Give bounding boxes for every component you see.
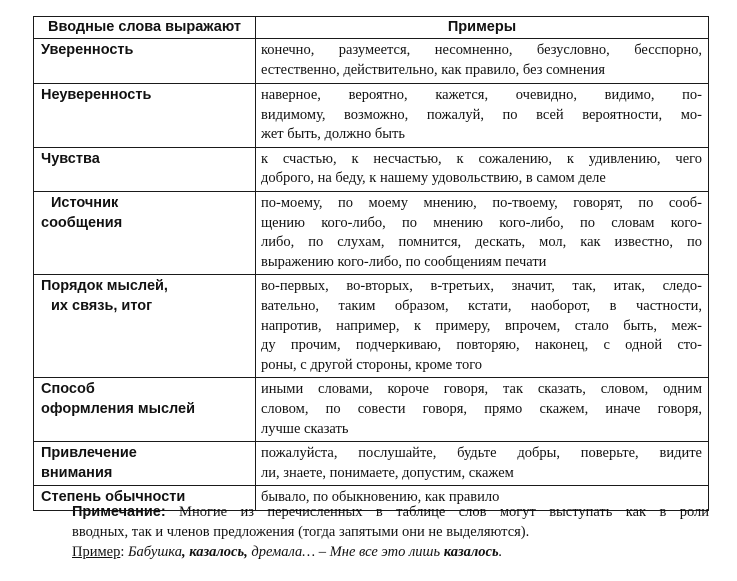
example-part: . bbox=[498, 544, 503, 560]
category-cell bbox=[34, 84, 256, 148]
category-cell bbox=[34, 147, 256, 191]
examples-cell bbox=[256, 39, 709, 84]
examples-line: ли, знаете, понимаете, допустим, скажем bbox=[261, 464, 514, 481]
examples-line: щению кого-либо, по мнению кого-либо, по словам кого- bbox=[261, 214, 702, 231]
examples-line: ду прочим, подчеркиваю, повторяю, наконец, с одной сто- bbox=[261, 337, 702, 354]
note-line: вводных, так и членов предложения (тогда запятыми они не выделяются). bbox=[72, 523, 530, 540]
examples-line: жет быть, должно быть bbox=[261, 126, 405, 143]
example-part: Бабушка bbox=[128, 544, 182, 560]
table-header-row bbox=[34, 17, 709, 39]
table-row bbox=[34, 442, 709, 486]
note-line bbox=[72, 503, 709, 523]
note-text: Многие из перечисленных в таблице слов могут выступать как в роли bbox=[165, 504, 709, 520]
examples-line: видимому, возможно, пожалуй, по всей вероятности, мо- bbox=[261, 106, 702, 123]
examples-line: наверное, вероятно, кажется, очевидно, видимо, по- bbox=[261, 87, 702, 103]
category-line: Привлечение bbox=[41, 445, 137, 462]
category-line: внимания bbox=[41, 464, 113, 481]
category-line: Уверенность bbox=[41, 42, 134, 58]
examples-line: во-первых, во-вторых, в-третьих, значит, так, итак, следо- bbox=[261, 278, 702, 295]
category-line: Степень обычности bbox=[41, 489, 186, 506]
example-highlight: , казалось, bbox=[181, 544, 248, 560]
intro-words-table bbox=[33, 16, 709, 511]
category-line: оформления мыслей bbox=[41, 400, 196, 417]
examples-cell bbox=[256, 275, 709, 378]
table-row bbox=[34, 84, 709, 148]
examples-line: лучше сказать bbox=[261, 420, 349, 437]
examples-line: бывало, по обыкновению, как правило bbox=[261, 489, 500, 506]
header-examples: Примеры bbox=[256, 17, 709, 39]
table-row bbox=[34, 378, 709, 442]
header-category: Вводные слова выражают bbox=[34, 17, 256, 39]
category-cell bbox=[34, 275, 256, 378]
example-part: дремала… – Мне все это лишь bbox=[247, 544, 444, 560]
note-label: Примечание: bbox=[72, 504, 166, 520]
category-cell bbox=[34, 442, 256, 486]
examples-line: либо, по слухам, помнится, дескать, мол, как известно, по bbox=[261, 234, 702, 251]
category-line: Неуверенность bbox=[41, 87, 152, 103]
category-cell bbox=[34, 191, 256, 274]
category-line: Порядок мыслей, bbox=[41, 278, 168, 295]
table-body bbox=[34, 39, 709, 511]
table-row bbox=[34, 191, 709, 274]
examples-line: роны, с другой стороны, кроме того bbox=[261, 356, 483, 373]
examples-cell bbox=[256, 147, 709, 191]
category-line: их связь, итог bbox=[51, 297, 153, 314]
example-sentence bbox=[72, 543, 502, 563]
example-label: Пример bbox=[72, 544, 121, 560]
table-row bbox=[34, 147, 709, 191]
table-row bbox=[34, 275, 709, 378]
examples-line: словом, по совести говоря, прямо скажем, иначе говоря, bbox=[261, 400, 702, 417]
examples-line: по-моему, по моему мнению, по-твоему, говорят, по сооб- bbox=[261, 194, 702, 211]
category-line: сообщения bbox=[41, 214, 123, 231]
examples-line: иными словами, короче говоря, так сказать, словом, одним bbox=[261, 381, 702, 398]
examples-line: пожалуйста, послушайте, будьте добры, поверьте, видите bbox=[261, 445, 702, 462]
examples-line: выражению кого-либо, по сообщениям печати bbox=[261, 253, 547, 270]
examples-line: доброго, на беду, к нашему удовольствию, в самом деле bbox=[261, 170, 606, 187]
category-line: Способ bbox=[41, 381, 95, 398]
examples-cell bbox=[256, 442, 709, 486]
examples-line: вательно, таким образом, кстати, наоборот, в частности, bbox=[261, 297, 702, 314]
category-line: Источник bbox=[51, 194, 119, 211]
category-line: Чувства bbox=[41, 150, 100, 167]
note-paragraph bbox=[72, 503, 709, 542]
examples-line: напротив, например, к примеру, впрочем, стало быть, меж- bbox=[261, 317, 702, 334]
example-colon: : bbox=[120, 544, 128, 560]
examples-cell bbox=[256, 84, 709, 148]
table-row bbox=[34, 39, 709, 84]
category-cell bbox=[34, 378, 256, 442]
examples-line: конечно, разумеется, несомненно, безусловно, бесспорно, bbox=[261, 42, 702, 58]
examples-line: естественно, действительно, как правило, без сомнения bbox=[261, 61, 606, 78]
examples-cell bbox=[256, 378, 709, 442]
example-highlight: казалось bbox=[443, 544, 499, 560]
category-cell bbox=[34, 39, 256, 84]
examples-cell bbox=[256, 191, 709, 274]
examples-line: к счастью, к несчастью, к сожалению, к удивлению, чего bbox=[261, 150, 702, 167]
